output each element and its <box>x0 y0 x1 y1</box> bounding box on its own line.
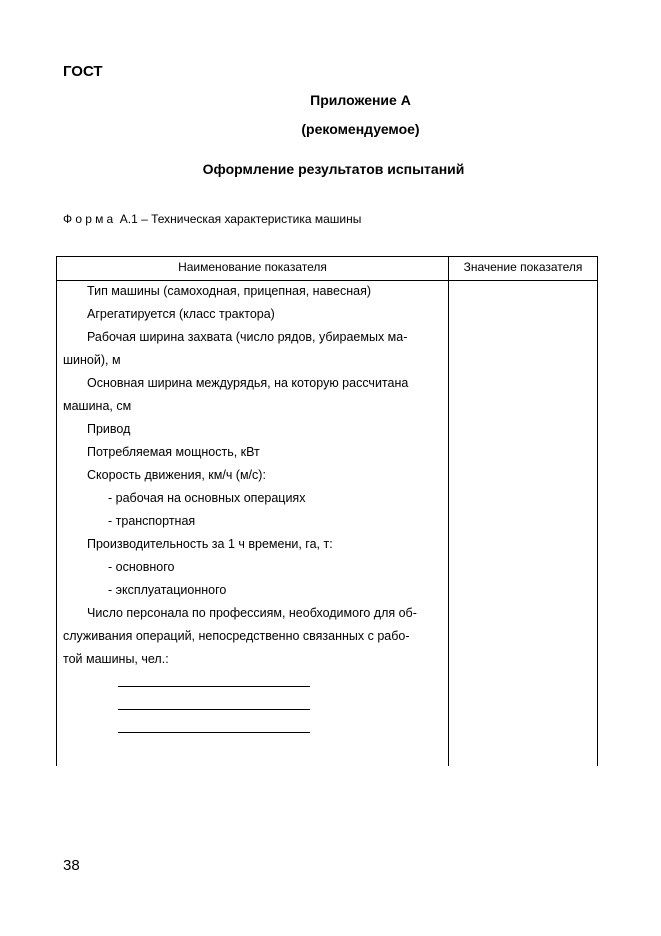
table-row-productivity: Производительность за 1 ч времени, га, т: <box>87 537 333 551</box>
table-row-productivity-main: - основного <box>108 560 175 574</box>
blank-entry-line <box>118 732 310 733</box>
table-row-aggregation: Агрегатируется (класс трактора) <box>87 307 275 321</box>
table-row-speed-transport: - транспортная <box>108 514 196 528</box>
table-row-speed: Скорость движения, км/ч (м/с): <box>87 468 266 482</box>
page-number: 38 <box>63 857 80 874</box>
table-row-personnel-cont: служивания операций, непосредственно связанных с рабо- <box>63 629 410 643</box>
form-caption-label: Форма <box>63 212 117 226</box>
document-header: ГОСТ <box>63 63 103 80</box>
form-caption-text: А.1 – Техническая характеристика машины <box>119 212 362 226</box>
blank-entry-line <box>118 709 310 710</box>
section-title: Оформление результатов испытаний <box>202 161 465 177</box>
table-row-power: Потребляемая мощность, кВт <box>87 445 260 459</box>
table-row-working-width-cont: шиной), м <box>63 353 121 367</box>
table-row-row-spacing-cont: машина, см <box>63 399 132 413</box>
table-row-speed-working: - рабочая на основных операциях <box>108 491 306 505</box>
table-row-machine-type: Тип машины (самоходная, прицепная, навесная) <box>87 284 372 298</box>
table-row-working-width: Рабочая ширина захвата (число рядов, убираемых ма- <box>87 330 408 344</box>
table-row-row-spacing: Основная ширина междурядья, на которую рассчитана <box>87 376 409 390</box>
appendix-title: Приложение А <box>310 92 411 108</box>
table-column-divider <box>448 256 449 766</box>
column-header-value: Значение показателя <box>463 260 583 274</box>
appendix-subtitle: (рекомендуемое) <box>301 121 420 137</box>
blank-entry-line <box>118 686 310 687</box>
table-row-productivity-operational: - эксплуатационного <box>108 583 227 597</box>
table-row-personnel: Число персонала по профессиям, необходимого для об- <box>87 606 417 620</box>
table-row-drive: Привод <box>87 422 131 436</box>
column-header-name: Наименование показателя <box>178 260 327 274</box>
table-row-personnel-cont2: той машины, чел.: <box>63 652 169 666</box>
form-caption <box>63 212 361 226</box>
